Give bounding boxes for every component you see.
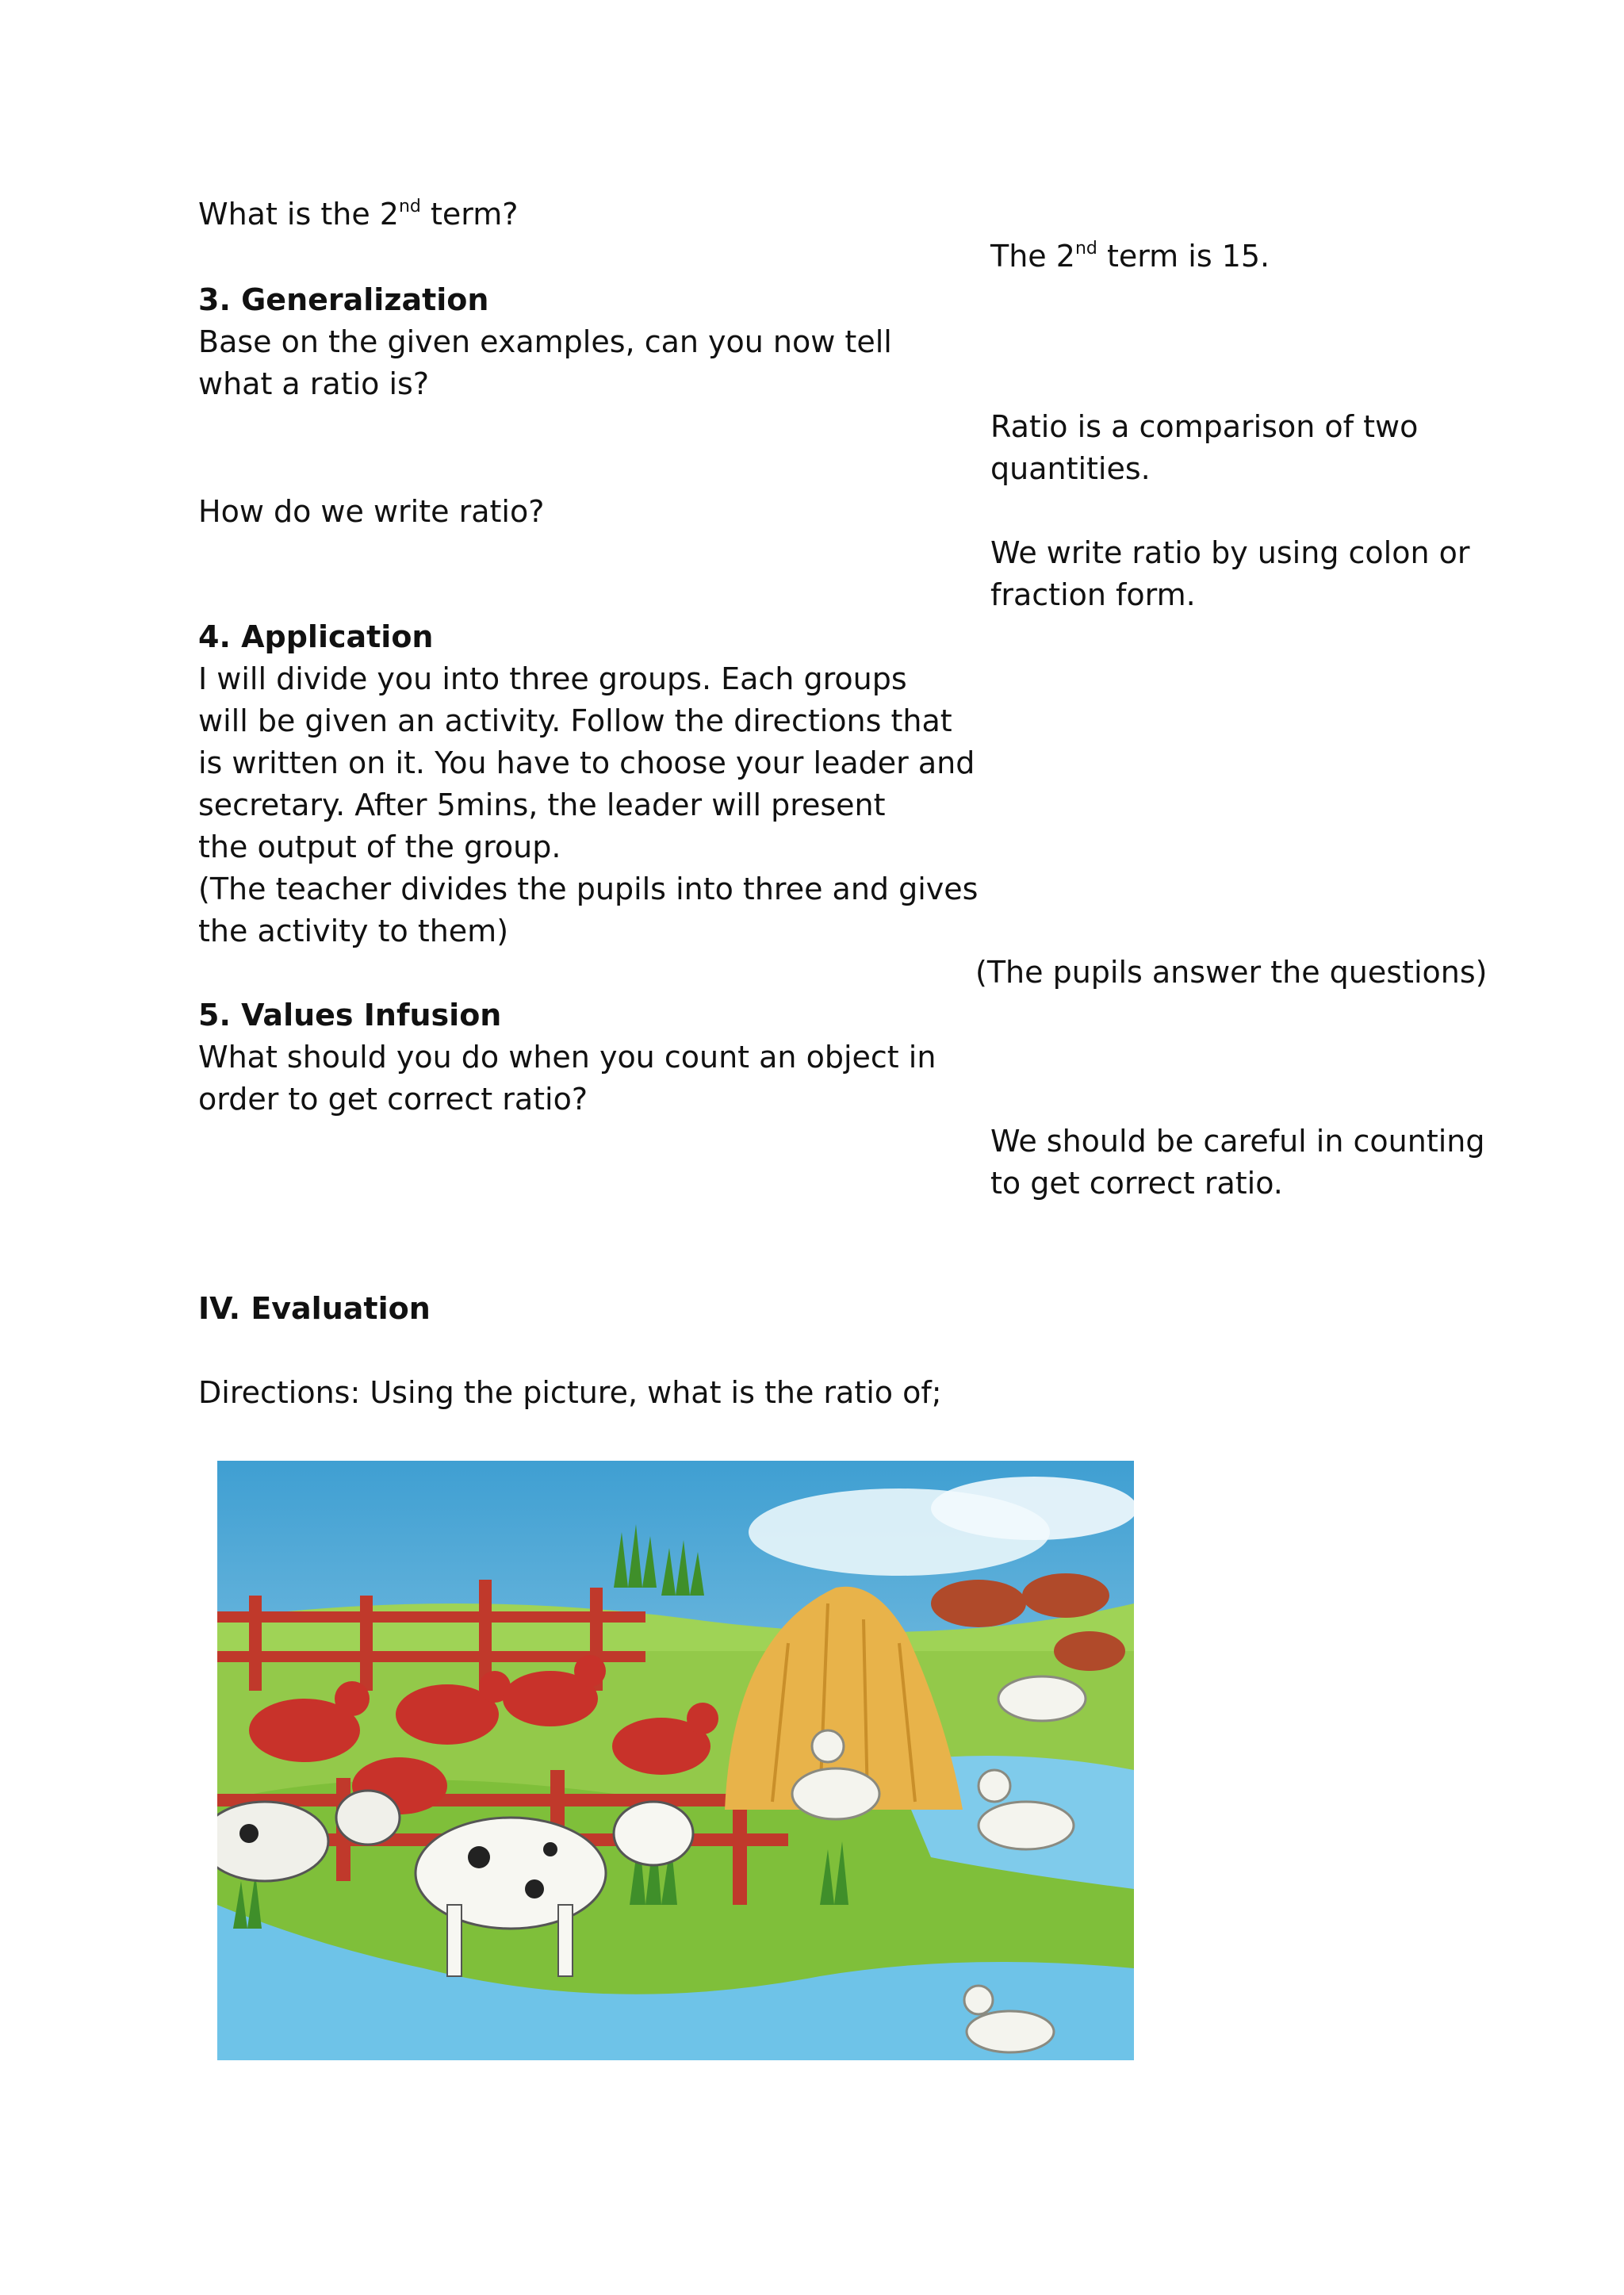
generalization-question-line: what a ratio is? [198, 366, 430, 401]
application-answer: (The pupils answer the questions) [975, 955, 1488, 990]
application-line: the output of the group. [198, 829, 561, 864]
farm-picture [217, 1461, 1134, 2060]
values-question-line: What should you do when you count an object in [198, 1040, 936, 1075]
application-line: the activity to them) [198, 914, 509, 948]
cloud [931, 1477, 1134, 1540]
generalization-heading: 3. Generalization [198, 282, 489, 317]
values-question-line: order to get correct ratio? [198, 1082, 588, 1117]
application-line: is written on it. You have to choose your leader and [198, 745, 975, 780]
write-ratio-answer-line: fraction form. [990, 577, 1196, 612]
values-answer-line: We should be careful in counting [990, 1124, 1485, 1159]
question-second-term: What is the 2nd term? [198, 197, 519, 232]
evaluation-directions: Directions: Using the picture, what is the ratio of; [198, 1375, 942, 1410]
evaluation-heading: IV. Evaluation [198, 1291, 431, 1326]
values-heading: 5. Values Infusion [198, 998, 502, 1033]
application-heading: 4. Application [198, 619, 434, 654]
application-line: (The teacher divides the pupils into three and gives [198, 872, 979, 906]
values-answer-line: to get correct ratio. [990, 1166, 1283, 1201]
application-line: I will divide you into three groups. Each groups [198, 661, 907, 696]
answer-second-term: The 2nd term is 15. [990, 239, 1270, 274]
generalization-answer-line: quantities. [990, 451, 1151, 486]
write-ratio-answer-line: We write ratio by using colon or [990, 535, 1470, 570]
generalization-answer-line: Ratio is a comparison of two [990, 409, 1419, 444]
generalization-question-line: Base on the given examples, can you now tell [198, 324, 892, 359]
application-line: will be given an activity. Follow the directions that [198, 703, 952, 738]
application-line: secretary. After 5mins, the leader will present [198, 787, 886, 822]
write-ratio-question: How do we write ratio? [198, 494, 545, 529]
